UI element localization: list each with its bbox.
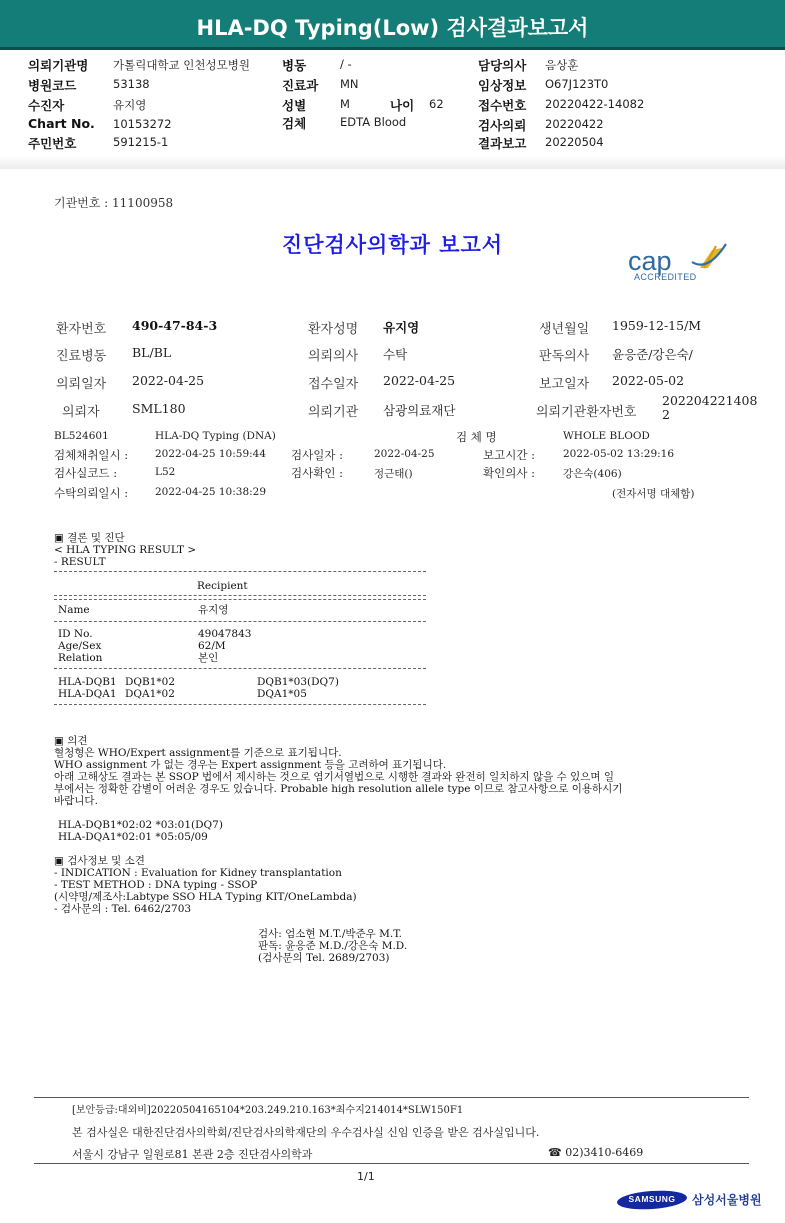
security-line: [보안등급:대외비]20220504165104*203.249.210.163*최수지214014*SLW150F1	[72, 1105, 464, 1116]
address-line: 서울시 강남구 일원로81 본관 2층 진단검사의학과	[72, 1148, 313, 1161]
report-date: 2022-05-02	[612, 373, 685, 388]
test-name: HLA-DQ Typing (DNA)	[155, 430, 276, 442]
header-label-physician: 담당의사	[478, 58, 527, 73]
id-label: ID No.	[58, 628, 93, 640]
relation-label: Relation	[58, 652, 103, 664]
test-confirm-label: 검사확인 :	[291, 466, 343, 480]
institution-label: 의뢰기관	[308, 405, 359, 420]
test-date-label: 검사일자 :	[291, 448, 343, 462]
opinion-line: 바랍니다.	[54, 795, 98, 807]
header-value-resident-no: 591215-1	[113, 135, 169, 149]
result-subtitle-2: - RESULT	[54, 556, 106, 568]
test-date: 2022-04-25	[374, 448, 435, 460]
typing-row-allele2: DQA1*05	[257, 688, 307, 700]
test-info-line: - TEST METHOD : DNA typing - SSOP	[54, 879, 258, 891]
recipient-agesex: 62/M	[198, 640, 226, 652]
consign-datetime: 2022-04-25 10:38:29	[155, 486, 267, 498]
report-title: 진단검사의학과 보고서	[281, 232, 504, 257]
consign-label: 수탁의뢰일시 :	[54, 486, 129, 500]
certification-line: 본 검사실은 대한진단검사의학회/진단검사의학재단의 우수검사실 신임 인증을 받은 검사실입니다.	[72, 1126, 540, 1139]
cap-accredited-logo	[622, 238, 732, 286]
lab-code: L52	[155, 466, 176, 478]
header-label-test-request: 검사의뢰	[478, 118, 527, 133]
header-value-chart-no: 10153272	[113, 117, 172, 131]
result-subtitle: < HLA TYPING RESULT >	[54, 544, 197, 556]
requester: SML180	[132, 401, 186, 416]
report-time-label: 보고시간 :	[483, 448, 535, 462]
header-value-examinee: 유지영	[113, 98, 147, 112]
high-res-line: HLA-DQB1*02:02 *03:01(DQ7)	[58, 819, 223, 831]
signature-line: 검사: 엄소현 M.T./박준우 M.T.	[258, 928, 403, 940]
header-value-hospital-code: 53138	[113, 77, 150, 91]
header-label-receipt-no: 접수번호	[478, 98, 527, 113]
signature-line: 판독: 윤응준 M.D./강은숙 M.D.	[258, 940, 408, 952]
esign-note: (전자서명 대체함)	[612, 488, 695, 500]
confirm-doctor: 강은숙(406)	[563, 468, 622, 480]
recipient-relation: 본인	[198, 652, 219, 664]
opinion-line: 혈청형은 WHO/Expert assignment를 기준으로 표기됩니다.	[54, 747, 342, 759]
opinion-line: 아래 고해상도 결과는 본 SSOP 법에서 제시하는 것으로 염기서열법으로 시행한 결과와 완전히 일치하지 않을 수 있으며 일	[54, 771, 614, 783]
ward: BL/BL	[132, 345, 172, 360]
doctor-label: 의뢰의사	[308, 349, 359, 364]
hospital-name: 삼성서울병원	[692, 1193, 762, 1207]
recipient-id: 49047843	[198, 628, 252, 640]
header-value-institution: 가톨릭대학교 인천성모병원	[113, 58, 250, 72]
header-value-sex: M	[340, 97, 350, 111]
header-value-age: 62	[429, 97, 444, 111]
phone-number: ☎ 02)3410-6469	[548, 1146, 644, 1159]
recipient-header: Recipient	[197, 580, 248, 592]
specimen: WHOLE BLOOD	[563, 430, 650, 442]
divider	[54, 668, 426, 669]
test-info-line: - INDICATION : Evaluation for Kidney transplantation	[54, 867, 342, 879]
typing-row-allele1: DQB1*02	[125, 676, 176, 688]
patient-name: 유지영	[383, 320, 420, 335]
header-label-clinical-info: 임상정보	[478, 78, 527, 93]
header-label-hospital-code: 병원코드	[28, 78, 77, 93]
header-label-specimen: 검체	[282, 116, 307, 131]
name-label: Name	[58, 604, 90, 616]
lab-code-label: 검사실코드 :	[54, 466, 118, 480]
institution-number: 기관번호 : 11100958	[54, 196, 174, 210]
report-time: 2022-05-02 13:29:16	[563, 448, 675, 460]
header-label-resident-no: 주민번호	[28, 136, 77, 151]
test-info-line: - 검사문의 : Tel. 6462/2703	[54, 903, 192, 915]
samsung-wordmark: SAMSUNG	[628, 1194, 676, 1204]
footer-divider	[34, 1097, 749, 1098]
test-info-line: (시약명/제조사:Labtype SSO HLA Typing KIT/OneLambda)	[54, 891, 357, 903]
opinion-line: 부에서는 정확한 감별이 어려운 경우도 있습니다. Probable high resolution allele type 이므로 참고사항으로 이용하시기	[54, 783, 623, 795]
patient-no-label: 환자번호	[56, 322, 107, 337]
test-info-title: ▣ 검사정보 및 소견	[54, 855, 145, 867]
page-title: HLA-DQ Typing(Low) 검사결과보고서	[196, 16, 589, 40]
header-value-ward: / -	[340, 57, 352, 71]
doctor: 수탁	[383, 347, 408, 362]
request-date: 2022-04-25	[132, 373, 205, 388]
reader-label: 판독의사	[539, 349, 590, 364]
confirm-doctor-label: 확인의사 :	[483, 466, 535, 480]
header-value-test-request: 20220422	[545, 117, 604, 131]
header-value-receipt-no: 20220422-14082	[545, 97, 645, 111]
typing-row-locus: HLA-DQB1	[58, 676, 117, 688]
divider	[54, 621, 426, 622]
specimen-label: 검 체 명	[456, 430, 497, 444]
collect-label: 검체채취일시 :	[54, 448, 129, 462]
header-label-sex: 성별	[282, 98, 307, 113]
reader: 윤응준/강은숙/	[612, 347, 693, 362]
header-label-ward: 병동	[282, 58, 307, 73]
samsung-logo	[616, 1190, 688, 1210]
recipient-name: 유지영	[198, 604, 229, 616]
inst-patient-no-label: 의뢰기관환자번호	[536, 405, 637, 420]
patient-no: 490-47-84-3	[132, 318, 218, 333]
header-label-chart-no: Chart No.	[28, 116, 95, 131]
ward-label: 진료병동	[56, 349, 107, 364]
header-label-age: 나이	[390, 98, 415, 113]
result-section-title: ▣ 결론 및 진단	[54, 532, 125, 544]
request-date-label: 의뢰일자	[56, 377, 107, 392]
dob: 1959-12-15/M	[612, 318, 702, 333]
high-res-line: HLA-DQA1*02:01 *05:05/09	[58, 831, 208, 843]
report-date-label: 보고일자	[539, 377, 590, 392]
signature-line: (검사문의 Tel. 2689/2703)	[258, 952, 390, 964]
header-label-institution: 의뢰기관명	[28, 58, 89, 73]
test-confirm: 정근태()	[374, 468, 413, 480]
page-number: 1/1	[357, 1170, 375, 1183]
cap-logo-text: cap	[628, 246, 672, 276]
header-value-clinical-info: O67J123T0	[545, 77, 609, 91]
typing-row-locus: HLA-DQA1	[58, 688, 117, 700]
dob-label: 생년월일	[539, 322, 590, 337]
patient-name-label: 환자성명	[308, 322, 359, 337]
divider	[54, 595, 426, 596]
collect-datetime: 2022-04-25 10:59:44	[155, 448, 267, 460]
divider	[54, 571, 426, 572]
inst-patient-no-line2: 2	[662, 407, 670, 422]
cap-accredited-text: ACCREDITED	[634, 272, 697, 282]
test-code: BL524601	[54, 430, 109, 442]
header-label-department: 진료과	[282, 78, 319, 93]
header-label-examinee: 수진자	[28, 98, 65, 113]
typing-row-allele2: DQB1*03(DQ7)	[257, 676, 339, 688]
header-value-department: MN	[340, 77, 359, 91]
opinion-line: WHO assignment 가 없는 경우는 Expert assignment 등을 고려하여 표기됩니다.	[54, 759, 447, 771]
header-value-physician: 음상훈	[545, 58, 579, 72]
institution: 삼광의료재단	[383, 403, 456, 418]
requester-label: 의뢰자	[62, 405, 100, 420]
header-divider	[0, 155, 785, 169]
agesex-label: Age/Sex	[58, 640, 102, 652]
divider	[54, 704, 426, 705]
header-value-result-report: 20220504	[545, 135, 604, 149]
receipt-date: 2022-04-25	[383, 373, 456, 388]
receipt-date-label: 접수일자	[308, 377, 359, 392]
opinion-title: ▣ 의견	[54, 735, 88, 747]
typing-row-allele1: DQA1*02	[125, 688, 175, 700]
inst-patient-no-line1: 202204221408	[662, 393, 758, 408]
divider	[54, 599, 426, 600]
header-value-specimen: EDTA Blood	[340, 115, 407, 129]
header-label-result-report: 결과보고	[478, 136, 527, 151]
footer-divider	[34, 1163, 749, 1164]
